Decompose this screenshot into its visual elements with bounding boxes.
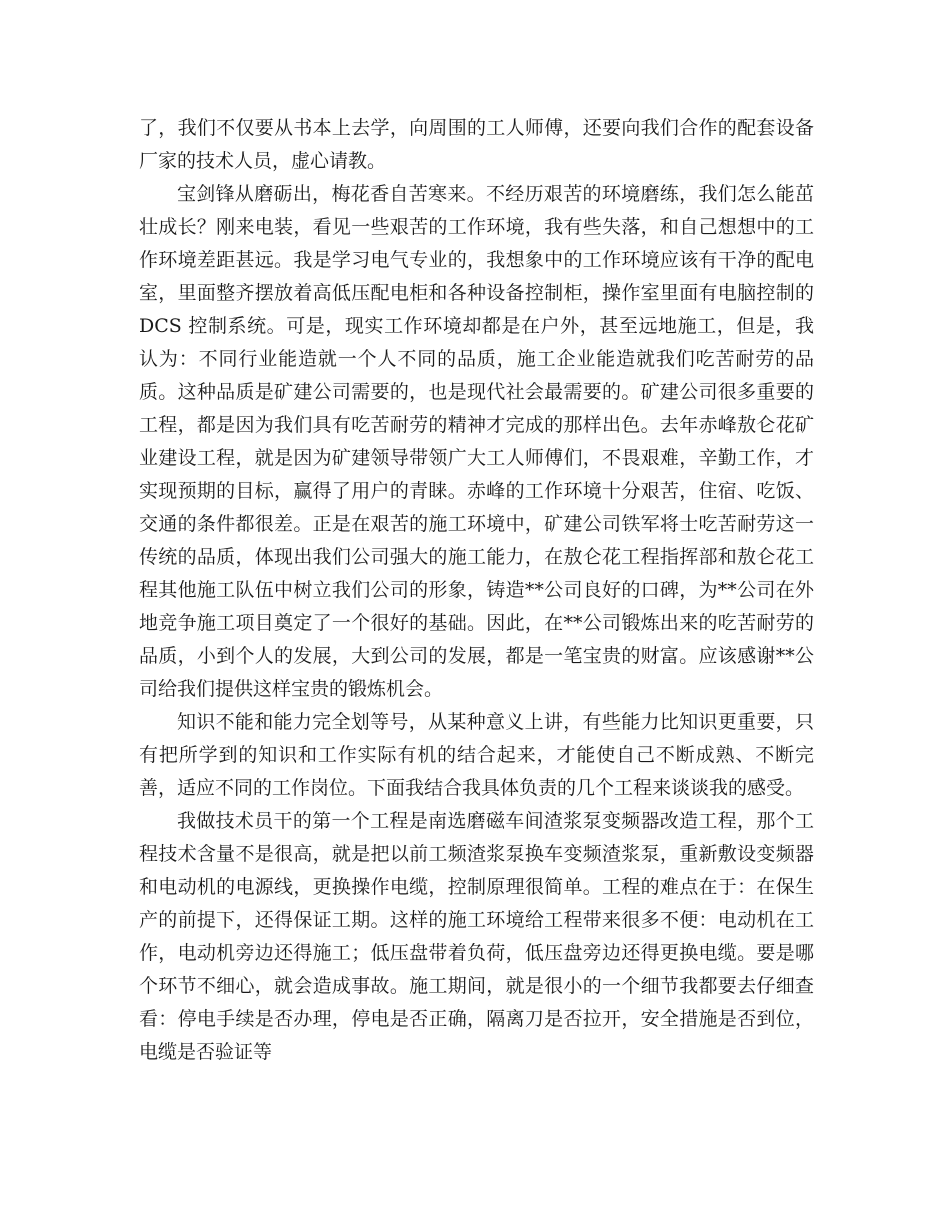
- paragraph-3: 知识不能和能力完全划等号，从某种意义上讲，有些能力比知识更重要，只有把所学到的知识和工作实际有机的结合起来，才能使自己不断成熟、不断完善，适应不同的工作岗位。下面我结合我具体负责的几个工程来谈谈我的感受。: [139, 711, 814, 799]
- paragraph-2: 宝剑锋从磨砺出，梅花香自苦寒来。不经历艰苦的环境磨练，我们怎么能茁壮成长？刚来电装，看见一些艰苦的工作环境，我有些失落，和自己想想中的工作环境差距甚远。我是学习电气专业的，我想象中的工作环境应该有干净的配电室，里面整齐摆放着高低压配电柜和各种设备控制柜，操作室里面有电脑控制的 DCS 控制系统。可是，现实工作环境却都是在户外，甚至远地施工，但是，我认为：不同行业能造就一个人不同的品质，施工企业能造就我们吃苦耐劳的品质。这种品质是矿建公司需要的，也是现代社会最需要的。矿建公司很多重要的工程，都是因为我们具有吃苦耐劳的精神才完成的那样出色。去年赤峰敖仑花矿业建设工程，就是因为矿建领导带领广大工人师傅们，不畏艰难，辛勤工作，才实现预期的目标，赢得了用户的青睐。赤峰的工作环境十分艰苦，住宿、吃饭、交通的条件都很差。正是在艰苦的施工环境中，矿建公司铁军将士吃苦耐劳这一传统的品质，体现出我们公司强大的施工能力，在敖仑花工程指挥部和敖仑花工程其他施工队伍中树立我们公司的形象，铸造**公司良好的口碑，为**公司在外地竞争施工项目奠定了一个很好的基础。因此，在**公司锻炼出来的吃苦耐劳的品质，小到个人的发展，大到公司的发展，都是一笔宝贵的财富。应该感谢**公司给我们提供这样宝贵的锻炼机会。: [139, 183, 814, 700]
- document-body: [139, 112, 814, 1069]
- paragraph-4: 我做技术员干的第一个工程是南选磨磁车间渣浆泵变频器改造工程，那个工程技术含量不是很高，就是把以前工频渣浆泵换车变频渣浆泵，重新敷设变频器和电动机的电源线，更换操作电缆，控制原理很简单。工程的难点在于：在保生产的前提下，还得保证工期。这样的施工环境给工程带来很多不便：电动机在工作，电动机旁边还得施工；低压盘带着负荷，低压盘旁边还得更换电缆。要是哪个环节不细心，就会造成事故。施工期间，就是很小的一个细节我都要去仔细查看：停电手续是否办理，停电是否正确，隔离刀是否拉开，安全措施是否到位，电缆是否验证等: [139, 810, 814, 1063]
- paragraph-1: 了，我们不仅要从书本上去学，向周围的工人师傅，还要向我们合作的配套设备厂家的技术人员，虚心请教。: [139, 117, 814, 172]
